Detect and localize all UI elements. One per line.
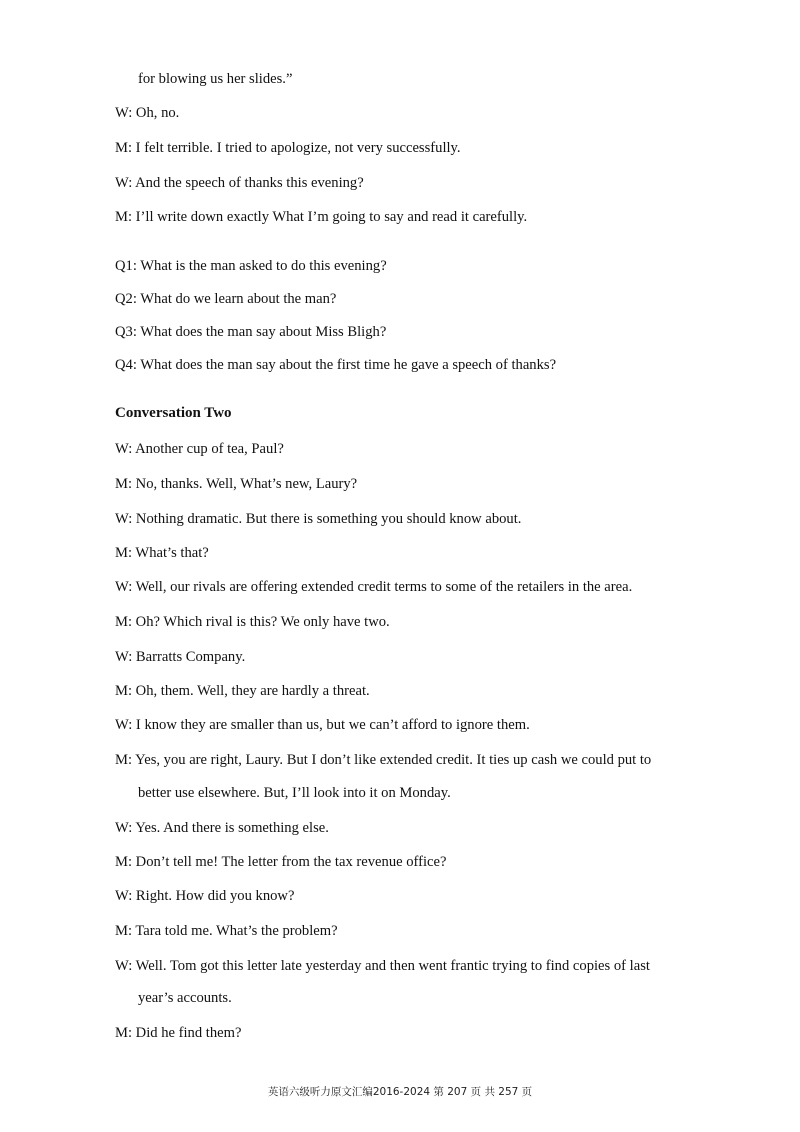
dialogue-line: W: Well, our rivals are offering extended credit terms to some of the retailers in the area.	[115, 579, 633, 595]
question-line: Q2: What do we learn about the man?	[115, 291, 337, 307]
dialogue-line: M: Yes, you are right, Laury. But I don’t like extended credit. It ties up cash we could put to	[115, 752, 652, 768]
dialogue-line: W: Oh, no.	[115, 105, 180, 121]
dialogue-line: for blowing us her slides.”	[138, 71, 293, 87]
question-line: Q1: What is the man asked to do this evening?	[115, 258, 387, 274]
dialogue-line: M: No, thanks. Well, What’s new, Laury?	[115, 476, 358, 492]
dialogue-line-continuation: better use elsewhere. But, I’ll look into it on Monday.	[138, 785, 451, 801]
dialogue-line: M: Don’t tell me! The letter from the tax revenue office?	[115, 854, 447, 870]
dialogue-line: W: Well. Tom got this letter late yesterday and then went frantic trying to find copies of last	[115, 958, 650, 974]
dialogue-line: M: Tara told me. What’s the problem?	[115, 923, 338, 939]
dialogue-line: M: Did he find them?	[115, 1025, 242, 1041]
dialogue-line: W: And the speech of thanks this evening?	[115, 175, 364, 191]
dialogue-line: W: Nothing dramatic. But there is something you should know about.	[115, 511, 522, 527]
dialogue-line: W: Right. How did you know?	[115, 888, 295, 904]
dialogue-line: M: Oh? Which rival is this? We only have two.	[115, 614, 390, 630]
dialogue-line: M: Oh, them. Well, they are hardly a threat.	[115, 683, 370, 699]
question-line: Q3: What does the man say about Miss Bligh?	[115, 324, 387, 340]
dialogue-line: W: Barratts Company.	[115, 649, 246, 665]
dialogue-line: M: What’s that?	[115, 545, 209, 561]
page-footer: 英语六级听力原文汇编2016-2024 第 207 页 共 257 页	[267, 1086, 533, 1098]
dialogue-line-continuation: year’s accounts.	[138, 990, 232, 1006]
dialogue-line: W: Another cup of tea, Paul?	[115, 441, 284, 457]
dialogue-line: W: Yes. And there is something else.	[115, 820, 329, 836]
dialogue-line: M: I’ll write down exactly What I’m going to say and read it carefully.	[115, 209, 528, 225]
dialogue-line: M: I felt terrible. I tried to apologize, not very successfully.	[115, 140, 461, 156]
question-line: Q4: What does the man say about the first time he gave a speech of thanks?	[115, 357, 557, 373]
section-heading: Conversation Two	[115, 405, 232, 421]
dialogue-line: W: I know they are smaller than us, but we can’t afford to ignore them.	[115, 717, 530, 733]
